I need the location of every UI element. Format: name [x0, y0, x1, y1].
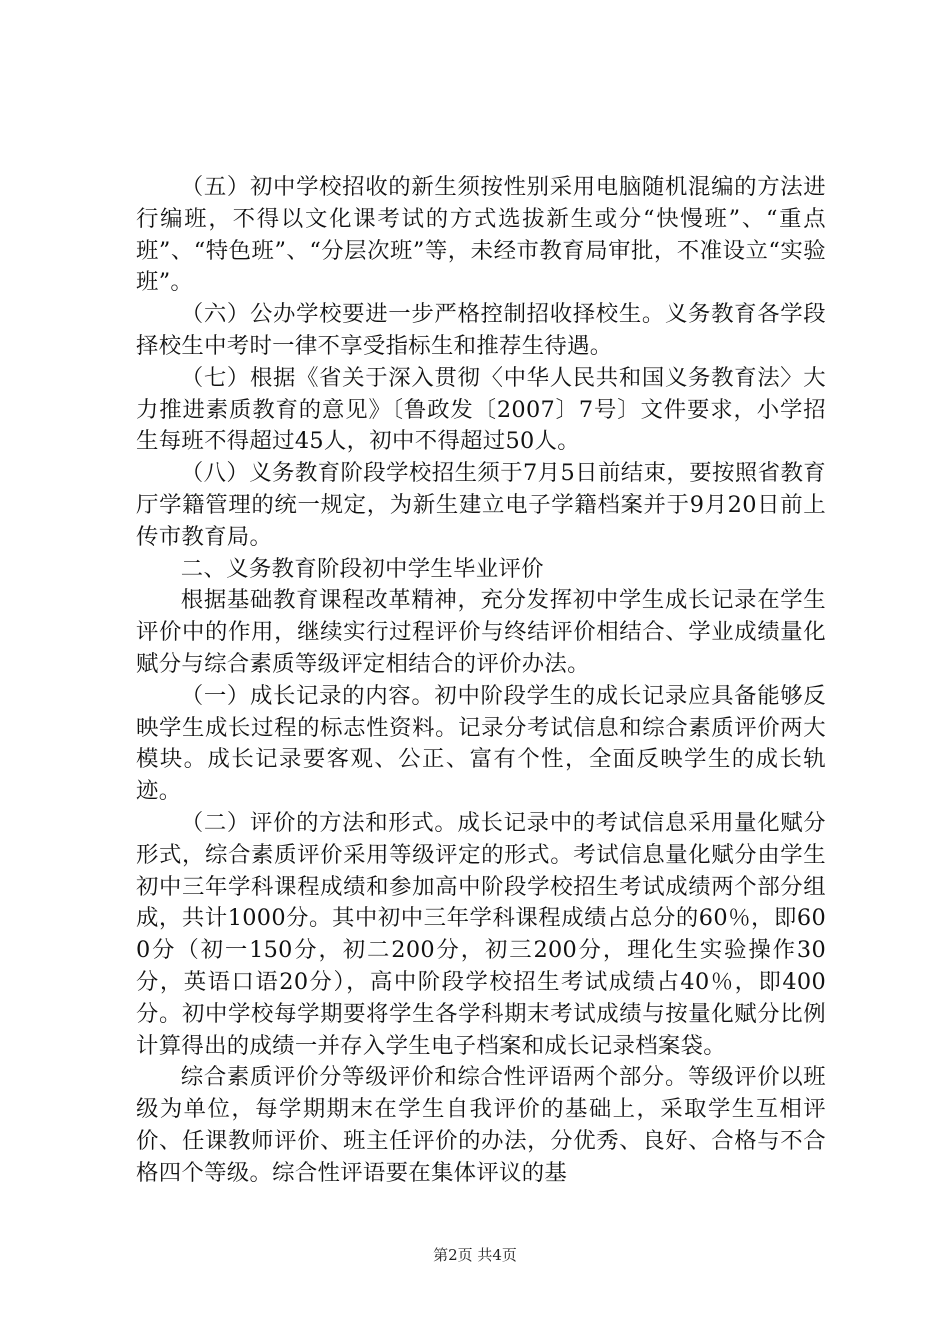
- document-body: [136, 172, 826, 1190]
- section-intro: 根据基础教育课程改革精神，充分发挥初中学生成长记录在学生评价中的作用，继续实行过程评价与终结评价相结合、学业成绩量化赋分与综合素质等级评定相结合的评价办法。: [136, 587, 826, 677]
- paragraph-6: （六）公办学校要进一步严格控制招收择校生。义务教育各学段择校生中考时一律不享受指标生和推荐生待遇。: [136, 301, 826, 359]
- paragraph-1: （一）成长记录的内容。初中阶段学生的成长记录应具备能够反映学生成长过程的标志性资料。记录分考试信息和综合素质评价两大模块。成长记录要客观、公正、富有个性，全面反映学生的成长轨迹。: [136, 682, 826, 805]
- section-heading-2: 二、义务教育阶段初中学生毕业评价: [180, 555, 544, 582]
- paragraph-8: （八）义务教育阶段学校招生须于7月5日前结束，要按照省教育厅学籍管理的统一规定，为新生建立电子学籍档案并于9月20日前上传市教育局。: [136, 460, 826, 550]
- paragraph-comprehensive-evaluation: 综合素质评价分等级评价和综合性评语两个部分。等级评价以班级为单位，每学期期末在学生自我评价的基础上，采取学生互相评价、任课教师评价、班主任评价的办法，分优秀、良好、合格与不合格四个等级。综合性评语要在集体评议的基: [136, 1064, 826, 1186]
- paragraph-7: （七）根据《省关于深入贯彻〈中华人民共和国义务教育法〉大力推进素质教育的意见》〔鲁政发〔2007〕7号〕文件要求，小学招生每班不得超过45人，初中不得超过50人。: [136, 364, 826, 455]
- paragraph-5: （五）初中学校招收的新生须按性别采用电脑随机混编的方法进行编班，不得以文化课考试的方式选拔新生或分“快慢班”、“重点班”、“特色班”、“分层次班”等，未经市教育局审批，不准设立“实验班”。: [136, 174, 826, 296]
- paragraph-2: （二）评价的方法和形式。成长记录中的考试信息采用量化赋分形式，综合素质评价采用等级评定的形式。考试信息量化赋分由学生初中三年学科课程成绩和参加高中阶段学校招生考试成绩两个部分组成，共计1000分。其中初中三年学科课程成绩占总分的60％，即600分（初一150分，初二200分，初三200分，理化生实验操作30分，英语口语20分），高中阶段学校招生考试成绩占40％，即400分。初中学校每学期要将学生各学科期末考试成绩与按量化赋分比例计算得出的成绩一并存入学生电子档案和成长记录档案袋。: [136, 809, 826, 1059]
- page-number-footer: 第2页 共4页: [433, 1246, 517, 1264]
